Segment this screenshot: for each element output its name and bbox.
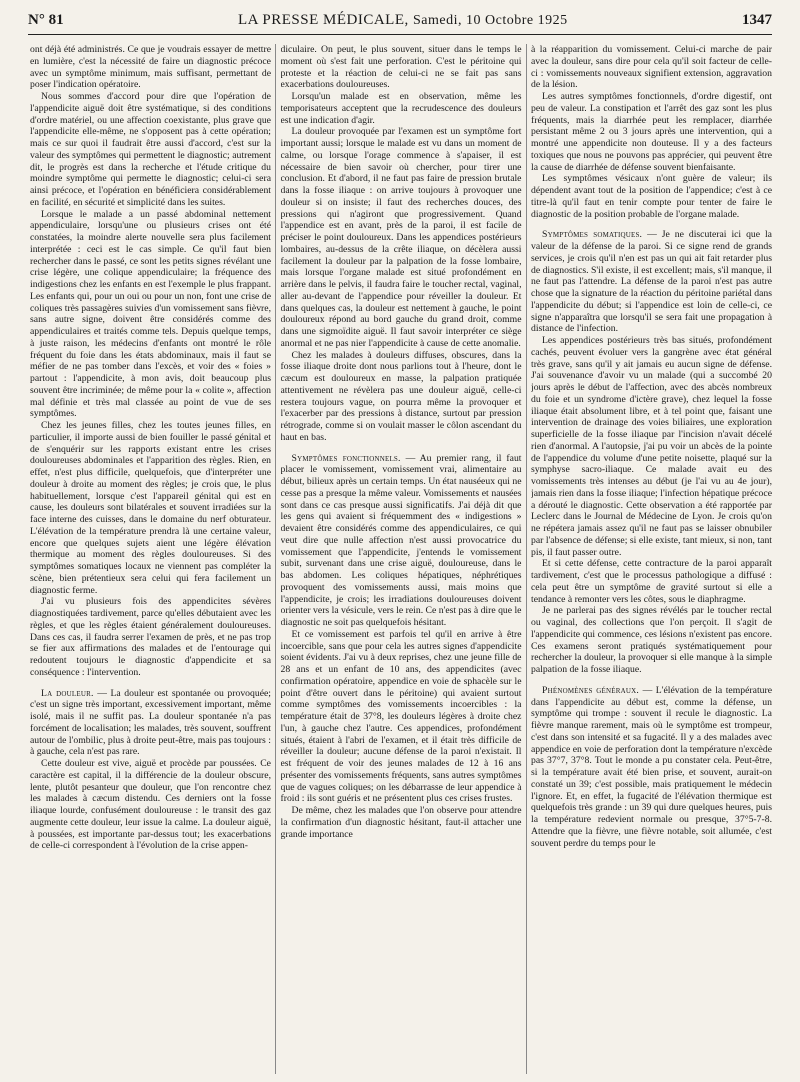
paragraph-text: Nous sommes d'accord pour dire que l'opération de l'appendicite aiguë doit être systématique, si des conditions d'ordre matériel, ou une affection coexistante, plus grave que l'appendicite elle-même, ne s'opposent pas à cette opération; mais ce sur quoi il faudrait être aussi d'accord, c'est sur la valeur des symptômes qui permettent le diagnostic; autrement dit, le progrès est dans la recherche et l'étude critique du moindre symptôme qui permette le diagnostic; celui-ci sera ainsi précoce, et l'opération en bénéficiera considérablement en facilité, en sécurité et simplicité dans les suites. [30,91,271,208]
paragraph-text: J'ai vu plusieurs fois des appendicites sévères diagnostiquées tardivement, parce qu'elles débutaient avec les règles, et que les règles étaient généralement douloureuses. Dans ces cas, il faudra serrer l'examen de près, et ne pas trop se fier aux affirmations des malades et de l'entourage qui redoutent toujours le diagnostic d'appendicite et sa conséquence : l'intervention. [30,596,271,678]
paragraph [30,596,271,678]
paragraph [531,44,772,91]
section-heading: Symptômes somatiques. [542,229,643,241]
issue-number: N° 81 [28,11,64,28]
paragraph [531,173,772,220]
section-heading: La douleur. [41,687,94,699]
journal-title: LA PRESSE MÉDICALE, [237,11,409,28]
paragraph-text: Lorsque le malade a un passé abdominal nettement appendiculaire, lorsqu'une ou plusieurs crises ont été constatées, la moindre alerte nouvelle sera plus facilement interprétée : ceci est le cas simple. Ce qu'il faut bien rechercher dans le passé, ce sont les petits signes révélant une crise légère, une colique appendiculaire; la fréquence des indigestions chez les enfants en est l'exemple le plus frappant. Les enfants qui, pour un oui ou pour un non, font une crise de coliques très passagères suivies d'un vomissement sans fièvre, sans autre signe, doivent être considérés comme des appendiculaires et traités comme tels. Depuis quelque temps, à juste raison, les médecins d'enfants ont montré le rôle fréquent du foie dans les états abdominaux, mais il faut se méfier de ne pas tomber dans l'excès, et voir des « foies » partout : l'appendicite, à mon avis, doit beaucoup plus souvent être incriminée; de même pour la « colite », affection mal définie et très mal classée au point de vue de ses symptômes. [30,208,271,420]
paragraph [281,126,522,349]
paragraph-text: Les appendices postérieurs très bas situés, profondément cachés, peuvent évoluer vers la gangrène avec état général très grave, sans qu'il y ait jamais eu aucun signe de défense. J'ai souvenance d'avoir vu un malade (qui a succombé 20 jours après le début de l'affection, avec des abcès nombreux du foie et un syndrome d'ictère grave), chez lequel la fosse iliaque était absolument libre, et à tel point que, faisant une intervention de drainage des voies biliaires, une exploration superficielle de la fosse iliaque par l'incision n'avait décelé rien d'anormal. A l'autopsie, j'ai pu voir un abcès de la pointe de l'appendice du volume d'une petite noisette, plaqué sur la symphyse sacro-iliaque. Ce malade avait eu des vomissements très intenses au début (je l'ai vu au 4e jour), jamais rien dans la fosse iliaque; l'infection hépatique précoce a dérouté le diagnostic. Cette observation a été rapportée par Leclerc dans le Journal de Médecine de Lyon. Je crois qu'on ne répétera jamais assez qu'il ne faut pas se laisser obnubiler par l'absence de défense; si elle existe, tant mieux, si non, tant pis, il faut passer outre. [531,335,772,558]
paragraph-text: De même, chez les malades que l'on observe pour attendre la confirmation d'un diagnostic hésitant, faut-il attacher une grande importance [280,805,522,840]
section-paragraph [281,453,522,629]
paragraph [281,44,522,91]
section-paragraph [30,688,271,759]
paragraph [531,91,772,173]
paragraph-text: ont déjà été administrés. Ce que je voudrais essayer de mettre en lumière, c'est la nécessité de faire un diagnostic précoce avec un symptôme minimum, mais suffisant, permettant de poser l'indication opératoire. [30,44,271,91]
paragraph [531,605,772,676]
section-paragraph [531,229,772,335]
text-column-2 [281,44,522,1074]
paragraph-text: Et si cette défense, cette contracture de la paroi apparaît tardivement, c'est que le processus pathologique a diffusé : cela peut être un symptôme de gravité surtout si elle a tendance à remonter vers les côtes, sous le diaphragme. [531,558,772,605]
paragraph [281,350,522,444]
paragraph-text: Cette douleur est vive, aiguë et procède par poussées. Ce caractère est capital, il la différencie de la douleur obscure, lente, plutôt pesanteur que douleur, que l'on rencontre chez les malades à cæcum distendu. Ces derniers ont la fosse iliaque lourde, confusément douloureuse : le transit des gaz augmente cette douleur, leur issue la calme. La douleur aiguë, à poussées, est importante par-dessus tout; les exacerbations de celle-ci correspondent à l'évolution de la crise appen- [30,758,271,852]
article-body [30,44,772,1074]
paragraph-text: Chez les jeunes filles, chez les toutes jeunes filles, en particulier, il importe aussi de bien fouiller le passé génital et de s'enquérir sur les rapports existant entre les crises douloureuses abdominales et l'apparition des règles. Rien, en effet, n'est plus difficile, quelquefois, que d'interpréter une douleur à droite au moment des règles; je crois que, le plus habituellement, lorsque c'est l'appareil génital qui est en cause, les douleurs sont bilatérales et souvent irradiées sur la face interne des cuisses, dans le domaine du nerf obturateur. L'élévation de la température prendra là une certaine valeur, encore que quelques sujets aient une légère élévation thermique au moment des règles douloureuses. Si des symptômes somatiques locaux ne viennent pas compléter la scène, bien prétentieux sera celui qui fera facilement un diagnostic ferme. [30,420,271,596]
text-column-1 [30,44,271,1074]
paragraph [30,91,271,209]
column-rule [275,44,276,1074]
paragraph-text: — Au premier rang, il faut placer le vomissement, vomissement vrai, alimentaire au début, bilieux après un certain temps. Un état nauséeux qui ne cesse pas a presque la même valeur. Vomissements et nausées sont dans ce cas presque aussi significatifs. J'ai déjà dit que les gens qui avaient si fréquemment des « indigestions » devaient être considérés comme des appendiculaires, ce qui veut dire que nulle affection n'est aussi provocatrice du vomissement que l'appendicite, j'entends le vomissement subit, survenant dans une crise aiguë, douloureuse, dans le bas abdomen. Les coliques hépatiques, néphrétiques provoquent des vomissements aussi, mais moins que l'appendicite, je crois; les irradiations douloureuses doivent orienter vers la vésicule, vers le rein. Ce n'est pas à dire que le diagnostic ne soit pas quelquefois hésitant. [280,452,522,628]
issue-date: Samedi, 10 Octobre 1925 [413,12,568,28]
page-number: 1347 [741,11,772,28]
paragraph [30,758,271,852]
paragraph-text: Les symptômes vésicaux n'ont guère de valeur; ils dépendent avant tout de la position de l'appendice; c'est à ce titre-là qu'il faut en tenir compte pour tenter de faire le diagnostic de la position probable de l'organe malade. [531,173,772,220]
paragraph [30,209,271,421]
section-heading: Phénomènes généraux. [542,684,640,696]
paragraph-text: à la réapparition du vomissement. Celui-ci marche de pair avec la douleur, sans dire pour cela qu'il soit facteur de celle-ci : vomissements nouveaux signifient extension, aggravation de la lésion. [531,44,772,91]
paragraph-text: — Je ne discuterai ici que la valeur de la défense de la paroi. Si ce signe rend de grands services, je crois qu'il n'en est pas un qui ait fait retarder plus de diagnostics. S'il existe, il est excellent; mais, s'il manque, il ne faut pas l'attendre. La défense de la paroi n'est pas autre chose que la signature de la réaction du péritoine pariétal dans l'appendicite du début; si l'appendice est loin de celle-ci, ce signe n'apparaîtra que lorsqu'il se sera fait une propagation à distance de l'infection. [531,229,772,335]
paragraph-text: diculaire. On peut, le plus souvent, situer dans le temps le moment où s'est fait une perforation. C'est le péritoine qui proteste et la réaction de celui-ci ne se fait pas sans exacerbations douloureuses. [280,44,522,91]
paragraph-text: — La douleur est spontanée ou provoquée; c'est un signe très important, excessivement important, même isolé, mais il ne suffit pas. La douleur spontanée n'a pas forcément de localisation; les malades, très souvent, souffrent autour de l'ombilic, plus à droite peut-être, mais pas toujours : à gauche, cela n'est pas rare. [30,687,271,758]
paragraph-text: Les autres symptômes fonctionnels, d'ordre digestif, ont peu de valeur. La constipation et l'arrêt des gaz sont les plus fréquents, mais la diarrhée peut les remplacer, diarrhée persistant même 2 ou 3 jours après une intervention, qui a montré une appendicite non douteuse. Il y a des facteurs toxiques que nous ne pouvons pas apprécier, qui peuvent être la cause de diarrhée de défense souvent bienfaisante. [531,91,772,173]
paragraph [30,420,271,596]
paragraph [281,629,522,805]
paragraph [531,558,772,605]
paragraph-text: Chez les malades à douleurs diffuses, obscures, dans la fosse iliaque droite dont nous parlions tout à l'heure, dont le cæcum est douloureux en masse, la palpation pratiquée attentivement ne révèlera pas une douleur aiguë, celle-ci restera toujours vague, on pourra même la provoquer et l'exacerber par des pressions à distance, surtout par pression rétrograde, comme si on voulait masser le côlon ascendant du haut en bas. [280,349,522,443]
paragraph-text: La douleur provoquée par l'examen est un symptôme fort important aussi; lorsque le malade est vu dans un moment de calme, ou lorsque l'orage commence à s'apaiser, il est nécessaire de bien savoir où chercher, pour tirer une conclusion. Et d'abord, il ne faut pas faire de pression brutale dans la fosse iliaque : on arrive toujours à provoquer une douleur si on insiste; il faut des recherches douces, des pressions qui n'agiront que progressivement. Quand l'appendice est en avant, près de la paroi, il est facile de préciser le point douloureux. Dans les appendices postérieurs lombaires, au-dessus de la crête iliaque, on décèlera aussi facilement la douleur par la palpation de la fosse lombaire, mais lorsque l'organe malade est situé profondément en arrière dans le pelvis, il faudra faire le toucher rectal, vaginal, aller au-devant de l'appendice pour réveiller la douleur. Et dans quelques cas, la douleur est nettement à gauche, le point douloureux répond au bord gauche du grand droit, comme dans une sigmoïdite aiguë. Il faut savoir interpréter ce siège anormal et ne pas nier l'appendicite à cause de cette anomalie. [280,126,522,349]
paragraph-text: Et ce vomissement est parfois tel qu'il en arrive à être incoercible, sans que pour cela les autres signes d'appendicite soient évidents. J'ai vu à deux reprises, chez une jeune fille de 28 ans et un enfant de 10 ans, des appendicites (avec confirmation opératoire, appendice en voie de sphacèle sur le point d'être ouvert dans le péritoine) qui avaient surtout comme symptômes des vomissements incoercibles : la température était de 37°8, les douleurs légères à droite chez l'un, à gauche chez l'autre. Ces appendices, profondément situés, étaient à l'abri de l'examen, et il était très difficile de réveiller la douleur; aucune défense de la paroi n'existait. Il est fréquent de voir des jeunes malades de 12 à 16 ans présenter des vomissements fréquents, sans autres symptômes que de vagues coliques; on les débarrasse de leur appendice à froid : ils sont guéris et ne présentent plus ces crises frustes. [280,628,522,805]
column-rule [526,44,527,1074]
paragraph [30,44,271,91]
paragraph [531,335,772,558]
paragraph-text: Je ne parlerai pas des signes révélés par le toucher rectal ou vaginal, des collections que l'on perçoit. Il s'agit de l'appendicite qui commence, ces lésions n'existent pas encore. Ces examens seront pratiqués systématiquement pour rechercher la douleur, la provoquer si elle manque à la simple palpation de la fosse iliaque. [531,605,772,675]
text-column-3 [531,44,772,1074]
journal-title-line [238,12,568,29]
paragraph-text: — L'élévation de la température dans l'appendicite au début est, comme la défense, un symptôme qui trompe : souvent il recule le diagnostic. La fièvre manque rarement, mais où le symptôme est trompeur, c'est dans son intensité et sa fugacité. Il y a des malades avec appendice en voie de perforation dont la température n'excède pas 37°7, 37°8. Tout le monde a pu constater cela. Peut-être, si la température avait été bien prise, et souvent, aurait-on constaté un 39; c'est possible, mais pratiquement le médecin l'ignore. Et, en effet, la fugacité de l'élévation thermique est quelquefois très grande : un 39 qui dure quelques heures, puis la température redevient normale ou presque, 37°5-7-8. Attendre que la fièvre, une fièvre notable, soit allumée, c'est souvent perdre du temps pour le [531,684,772,849]
section-paragraph [531,685,772,850]
paragraph [281,91,522,126]
section-heading: Symptômes fonctionnels. [291,452,401,464]
page-header [28,6,772,35]
paragraph [281,805,522,840]
paragraph-text: Lorsqu'un malade est en observation, même les temporisateurs acceptent que la recrudescence des douleurs est une indication d'agir. [280,91,522,126]
